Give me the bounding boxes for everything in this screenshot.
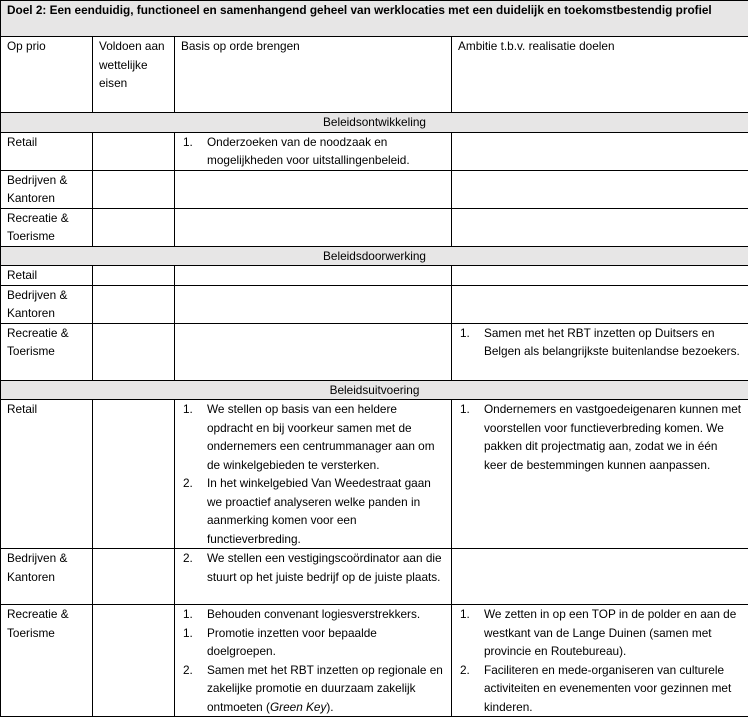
header-ambitie: Ambitie t.b.v. realisatie doelen	[452, 37, 748, 113]
cell-empty	[175, 266, 452, 286]
row-label-retail: Retail	[1, 400, 93, 549]
cell-basis	[175, 132, 452, 170]
header-op-prio: Op prio	[1, 37, 93, 113]
section-title-beleidsuitvoering: Beleidsuitvoering	[1, 380, 748, 400]
list-item	[181, 624, 445, 661]
list-text: Onderzoeken van de noodzaak en mogelijkheden voor uitstallingenbeleid.	[207, 135, 410, 168]
row-label-bedrijven: Bedrijven & Kantoren	[1, 170, 93, 208]
list-text: We zetten in op een TOP in de polder en aan de westkant van de Lange Duinen (samen met provincie en Routebureau).	[484, 607, 736, 658]
cell-ambitie	[452, 323, 748, 380]
list-item	[458, 324, 742, 361]
list-text: We stellen een vestigingscoördinator aan die stuurt op het juiste bedrijf op de juiste plaats.	[207, 551, 442, 584]
list-item	[458, 605, 742, 661]
list-text-suffix: ).	[326, 700, 333, 714]
list-item	[181, 133, 445, 170]
cell-empty	[452, 132, 748, 170]
list-number: 2.	[183, 549, 193, 568]
list-number: 2.	[183, 661, 193, 680]
cell-ambitie	[452, 605, 748, 717]
numbered-list	[458, 324, 742, 361]
list-text: Samen met het RBT inzetten op regionale en zakelijke promotie en duurzaam zakelijk ontmoeten (	[207, 663, 443, 714]
cell-empty	[175, 170, 452, 208]
list-item	[181, 474, 445, 548]
cell-basis	[175, 400, 452, 549]
list-item	[458, 661, 742, 717]
numbered-list	[181, 400, 445, 548]
list-number: 1.	[183, 624, 193, 643]
cell-empty	[93, 605, 175, 717]
list-number: 1.	[460, 324, 470, 343]
list-text: Promotie inzetten voor bepaalde doelgroepen.	[207, 626, 377, 659]
section-title-beleidsontwikkeling: Beleidsontwikkeling	[1, 113, 748, 133]
cell-basis	[175, 605, 452, 717]
list-item	[181, 549, 445, 586]
list-item	[458, 400, 742, 474]
list-text: In het winkelgebied Van Weedestraat gaan we proactief analyseren welke panden in aanmerking komen voor een functieverbreding.	[207, 476, 431, 546]
numbered-list	[181, 605, 445, 716]
list-item	[181, 400, 445, 474]
row-label-bedrijven: Bedrijven & Kantoren	[1, 285, 93, 323]
numbered-list	[458, 400, 742, 474]
cell-empty	[93, 400, 175, 549]
row-label-recreatie: Recreatie & Toerisme	[1, 605, 93, 717]
row-label-bedrijven: Bedrijven & Kantoren	[1, 549, 93, 605]
list-number: 1.	[183, 400, 193, 419]
list-item	[181, 605, 445, 624]
list-number: 1.	[460, 400, 470, 419]
cell-empty	[452, 208, 748, 246]
header-basis-op-orde: Basis op orde brengen	[175, 37, 452, 113]
cell-empty	[452, 285, 748, 323]
cell-empty	[452, 266, 748, 286]
cell-basis	[175, 549, 452, 605]
list-text: Ondernemers en vastgoedeigenaren kunnen met voorstellen voor functieverbreding komen. We pakken dit projectmatig aan, zodat we in één keer de bestemmingen kunnen aanpassen.	[484, 402, 741, 472]
list-text: Samen met het RBT inzetten op Duitsers en Belgen als belangrijkste buitenlandse bezoekers.	[484, 326, 740, 359]
cell-empty	[452, 549, 748, 605]
list-number: 2.	[460, 661, 470, 680]
cell-empty	[93, 285, 175, 323]
list-number: 1.	[460, 605, 470, 624]
cell-empty	[93, 170, 175, 208]
numbered-list	[458, 605, 742, 716]
cell-empty	[93, 323, 175, 380]
cell-empty	[175, 208, 452, 246]
cell-empty	[93, 549, 175, 605]
list-number: 1.	[183, 605, 193, 624]
list-text: We stellen op basis van een heldere opdracht en bij voorkeur samen met de ondernemers een centrummanager aan om de winkelgebieden te versterken.	[207, 402, 435, 472]
numbered-list	[181, 549, 445, 586]
row-label-recreatie: Recreatie & Toerisme	[1, 323, 93, 380]
list-number: 2.	[183, 474, 193, 493]
header-wettelijke-eisen: Voldoen aan wettelijke eisen	[93, 37, 175, 113]
cell-empty	[93, 266, 175, 286]
row-label-retail: Retail	[1, 132, 93, 170]
cell-empty	[93, 208, 175, 246]
list-item	[181, 661, 445, 717]
cell-empty	[175, 323, 452, 380]
numbered-list	[181, 133, 445, 170]
list-text: Behouden convenant logiesverstrekkers.	[207, 607, 420, 621]
cell-empty	[93, 132, 175, 170]
cell-ambitie	[452, 400, 748, 549]
row-label-retail: Retail	[1, 266, 93, 286]
list-number: 1.	[183, 133, 193, 152]
section-title-beleidsdoorwerking: Beleidsdoorwerking	[1, 246, 748, 266]
list-text: Faciliteren en mede-organiseren van culturele activiteiten en evenementen voor gezinnen met kinderen.	[484, 663, 731, 714]
cell-empty	[452, 170, 748, 208]
table-title: Doel 2: Een eenduidig, functioneel en samenhangend geheel van werklocaties met een duidelijk en toekomstbestendig profiel	[1, 1, 748, 37]
cell-empty	[175, 285, 452, 323]
row-label-recreatie: Recreatie & Toerisme	[1, 208, 93, 246]
list-text-italic: Green Key	[270, 700, 326, 714]
